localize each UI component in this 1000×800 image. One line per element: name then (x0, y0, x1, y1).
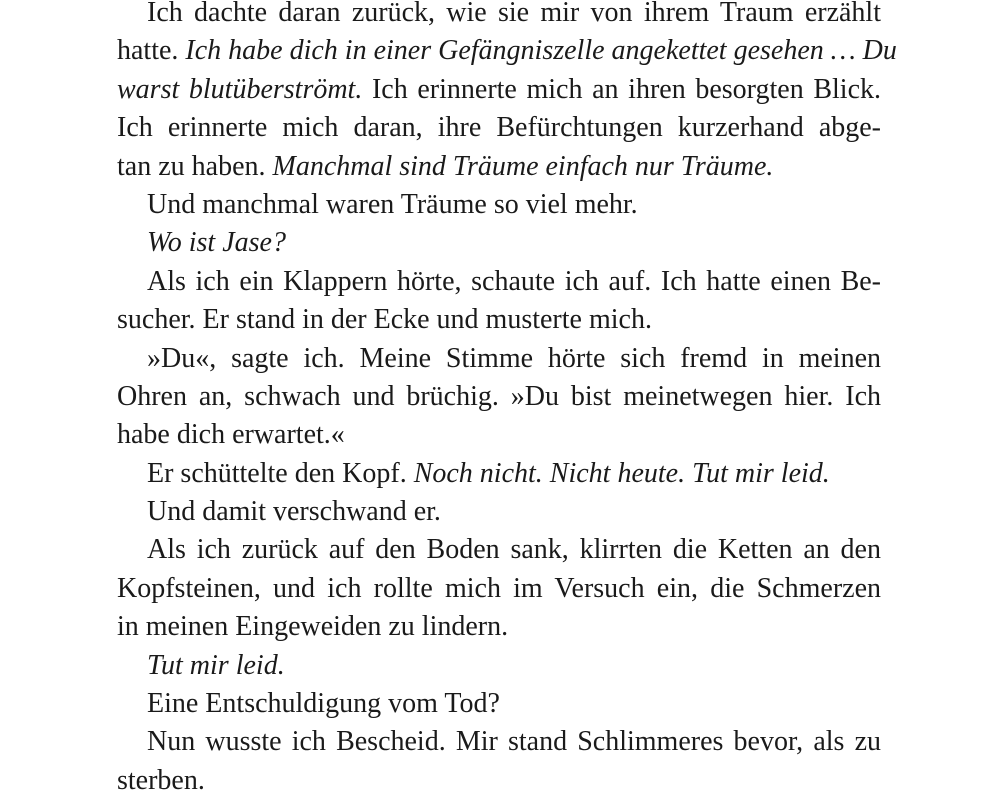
text-run-italic: Wo ist Jase? (147, 227, 286, 259)
text-line (117, 340, 881, 378)
text-line (117, 186, 881, 224)
text-run: habe dich erwartet.« (117, 419, 345, 451)
text-run: Und damit verschwand er. (147, 496, 441, 528)
text-line (117, 224, 881, 262)
text-line (117, 0, 881, 32)
text-line (117, 493, 881, 531)
text-line (117, 762, 881, 800)
text-run: Und manchmal waren Träume so viel mehr. (147, 188, 638, 220)
text-line (117, 570, 881, 608)
text-line (117, 32, 897, 70)
text-run: Als ich zurück auf den Boden sank, klirrten die Ketten an den (147, 534, 881, 566)
page-body-text (117, 0, 897, 800)
text-run: Ich erinnerte mich daran, ihre Befürchtungen kurzerhand abge- (117, 112, 881, 144)
text-run-italic: Ich habe dich in einer Gefängniszelle angekettet gesehen … Du (185, 35, 897, 67)
text-run: Ich dachte daran zurück, wie sie mir von ihrem Traum erzählt (147, 0, 881, 28)
text-line (117, 71, 881, 109)
text-run: sterben. (117, 764, 205, 796)
text-run-italic: Manchmal sind Träume einfach nur Träume. (272, 150, 774, 182)
text-line (117, 378, 881, 416)
text-line (117, 263, 881, 301)
text-line (117, 531, 881, 569)
text-line (117, 301, 881, 339)
text-run: Als ich ein Klappern hörte, schaute ich auf. Ich hatte einen Be- (147, 265, 881, 297)
text-line (117, 723, 881, 761)
text-run-italic: warst blutüberströmt. (117, 73, 363, 105)
text-run-italic: Noch nicht. Nicht heute. Tut mir leid. (413, 457, 830, 489)
text-line (117, 416, 881, 454)
text-line (117, 109, 881, 147)
text-run: Eine Entschuldigung vom Tod? (147, 688, 500, 720)
text-run: Er schüttelte den Kopf. (147, 457, 414, 489)
text-run: hatte. (117, 35, 186, 67)
text-run: »Du«, sagte ich. Meine Stimme hörte sich fremd in meinen (147, 342, 881, 374)
text-line (117, 608, 881, 646)
text-run: Ohren an, schwach und brüchig. »Du bist meinetwegen hier. Ich (117, 380, 881, 412)
text-line (117, 455, 881, 493)
text-run: in meinen Eingeweiden zu lindern. (117, 611, 509, 643)
text-line (117, 685, 881, 723)
text-run: tan zu haben. (117, 150, 273, 182)
text-line (117, 647, 881, 685)
text-run: sucher. Er stand in der Ecke und musterte mich. (117, 304, 652, 336)
text-line (117, 148, 881, 186)
text-run: Kopfsteinen, und ich rollte mich im Versuch ein, die Schmerzen (117, 572, 881, 604)
text-run-italic: Tut mir leid. (147, 649, 285, 681)
text-run: Nun wusste ich Bescheid. Mir stand Schlimmeres bevor, als zu (147, 726, 881, 758)
text-run: Ich erinnerte mich an ihren besorgten Blick. (362, 73, 881, 105)
